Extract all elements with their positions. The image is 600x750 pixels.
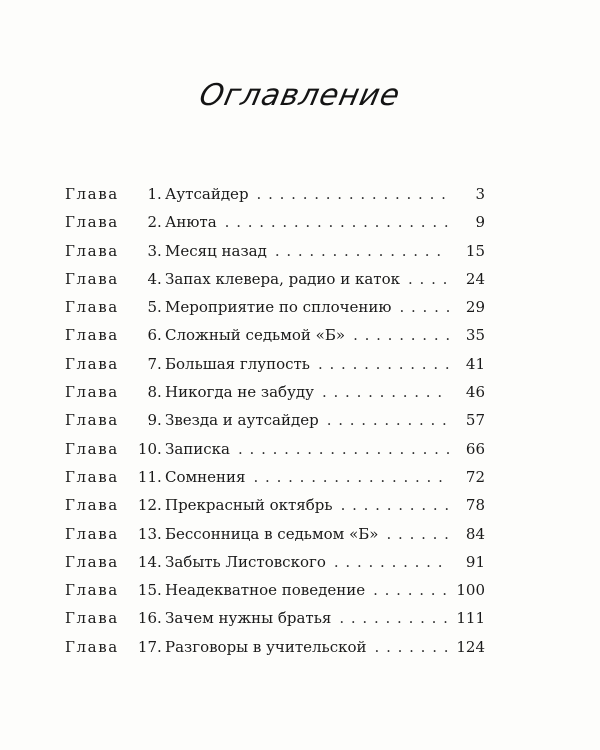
chapter-title: Разговоры в учительской [165,637,367,656]
chapter-prefix: Глава [65,552,119,571]
chapter-number-dot: . [157,496,162,515]
dot-leader [341,491,449,519]
chapter-title: Зачем нужны братья [165,609,332,628]
chapter-number: 1 [147,185,157,203]
chapter-number-dot: . [157,269,162,288]
chapter-page-number: 100 [456,581,485,600]
dot-leader [322,378,449,406]
dot-leader [387,520,450,548]
chapter-page-number: 15 [465,241,485,260]
toc-entry [65,633,485,661]
chapter-prefix: Глава [65,185,119,203]
chapter-title: Неадекватное поведение [165,581,366,600]
chapter-number-dot: . [157,383,162,402]
chapter-number-dot: . [157,213,162,232]
chapter-title: Мероприятие по сплочению [165,298,392,317]
chapter-number: 7 [147,354,157,373]
chapter-title: Сомнения [165,467,246,486]
chapter-title: Забыть Листовского [165,552,326,571]
chapter-page-number: 57 [465,411,485,430]
chapter-title: Месяц назад [165,241,267,260]
toc-entry [65,435,485,463]
chapter-number: 13 [137,524,157,543]
chapter-number-dot: . [157,637,162,656]
chapter-number: 2 [147,213,157,232]
dot-leader [408,265,449,293]
dot-leader [254,463,449,491]
chapter-page-number: 24 [465,269,485,288]
chapter-page-number: 111 [456,609,485,628]
toc-entry [65,463,485,491]
chapter-title: Сложный седьмой «Б» [165,326,346,345]
toc-entry [65,208,485,236]
chapter-page-number: 29 [465,298,485,317]
chapter-number: 8 [147,383,157,402]
chapter-page-number: 9 [475,213,485,232]
toc-entry [65,321,485,349]
chapter-prefix: Глава [65,269,119,288]
toc-entry [65,378,485,406]
dot-leader [339,604,449,632]
chapter-number: 17 [137,637,157,656]
chapter-page-number: 84 [465,524,485,543]
toc-entry [65,576,485,604]
chapter-number: 9 [147,411,157,430]
dot-leader [225,208,449,236]
chapter-prefix: Глава [65,581,119,600]
chapter-prefix: Глава [65,411,119,430]
toc-entry [65,406,485,434]
chapter-prefix: Глава [65,298,119,317]
dot-leader [373,576,449,604]
chapter-title: Анюта [165,213,217,232]
toc-entry [65,293,485,321]
chapter-page-number: 66 [465,439,485,458]
chapter-number-dot: . [157,439,162,458]
dot-leader [318,350,449,378]
dot-leader [375,633,449,661]
toc-entry [65,350,485,378]
chapter-number: 14 [137,552,157,571]
toc-entry [65,548,485,576]
chapter-page-number: 78 [465,496,485,515]
dot-leader [257,180,449,208]
chapter-page-number: 91 [465,552,485,571]
dot-leader [399,293,449,321]
chapter-number-dot: . [157,354,162,373]
chapter-page-number: 72 [465,467,485,486]
toc-entry [65,491,485,519]
toc-title: Оглавление [196,78,404,113]
table-of-contents [65,180,485,661]
dot-leader [238,435,449,463]
chapter-number: 15 [137,581,157,600]
chapter-number-dot: . [157,609,162,628]
chapter-page-number: 124 [456,637,485,656]
chapter-page-number: 35 [465,326,485,345]
chapter-number-dot: . [157,467,162,486]
chapter-prefix: Глава [65,439,119,458]
chapter-prefix: Глава [65,467,119,486]
chapter-title: Прекрасный октябрь [165,496,333,515]
chapter-page-number: 41 [465,354,485,373]
dot-leader [353,321,449,349]
chapter-title: Записка [165,439,231,458]
chapter-prefix: Глава [65,609,119,628]
chapter-number: 5 [147,298,157,317]
chapter-number: 16 [137,609,157,628]
chapter-prefix: Глава [65,354,119,373]
chapter-number-dot: . [157,298,162,317]
chapter-prefix: Глава [65,326,119,345]
chapter-prefix: Глава [65,524,119,543]
chapter-number: 6 [147,326,157,345]
chapter-title: Большая глупость [165,354,310,373]
chapter-number-dot: . [157,411,162,430]
dot-leader [275,237,449,265]
chapter-prefix: Глава [65,241,119,260]
chapter-prefix: Глава [65,213,119,232]
chapter-number: 3 [147,241,157,260]
chapter-title: Звезда и аутсайдер [165,411,319,430]
chapter-number-dot: . [157,185,162,203]
chapter-number-dot: . [157,552,162,571]
chapter-prefix: Глава [65,383,119,402]
chapter-number: 12 [137,496,157,515]
chapter-number-dot: . [157,524,162,543]
toc-entry [65,520,485,548]
toc-entry [65,237,485,265]
chapter-prefix: Глава [65,496,119,515]
chapter-number-dot: . [157,581,162,600]
dot-leader [327,406,449,434]
toc-entry [65,265,485,293]
chapter-number-dot: . [157,241,162,260]
chapter-title: Бессонница в седьмом «Б» [165,524,379,543]
toc-entry [65,604,485,632]
chapter-prefix: Глава [65,637,119,656]
chapter-title: Никогда не забуду [165,383,314,402]
toc-entry [65,180,485,208]
chapter-title: Аутсайдер [165,185,249,203]
dot-leader [334,548,449,576]
chapter-number: 11 [137,467,157,486]
chapter-page-number: 46 [465,383,485,402]
chapter-page-number: 3 [475,185,485,203]
chapter-title: Запах клевера, радио и каток [165,269,401,288]
chapter-number-dot: . [157,326,162,345]
chapter-number: 10 [137,439,157,458]
chapter-number: 4 [147,269,157,288]
